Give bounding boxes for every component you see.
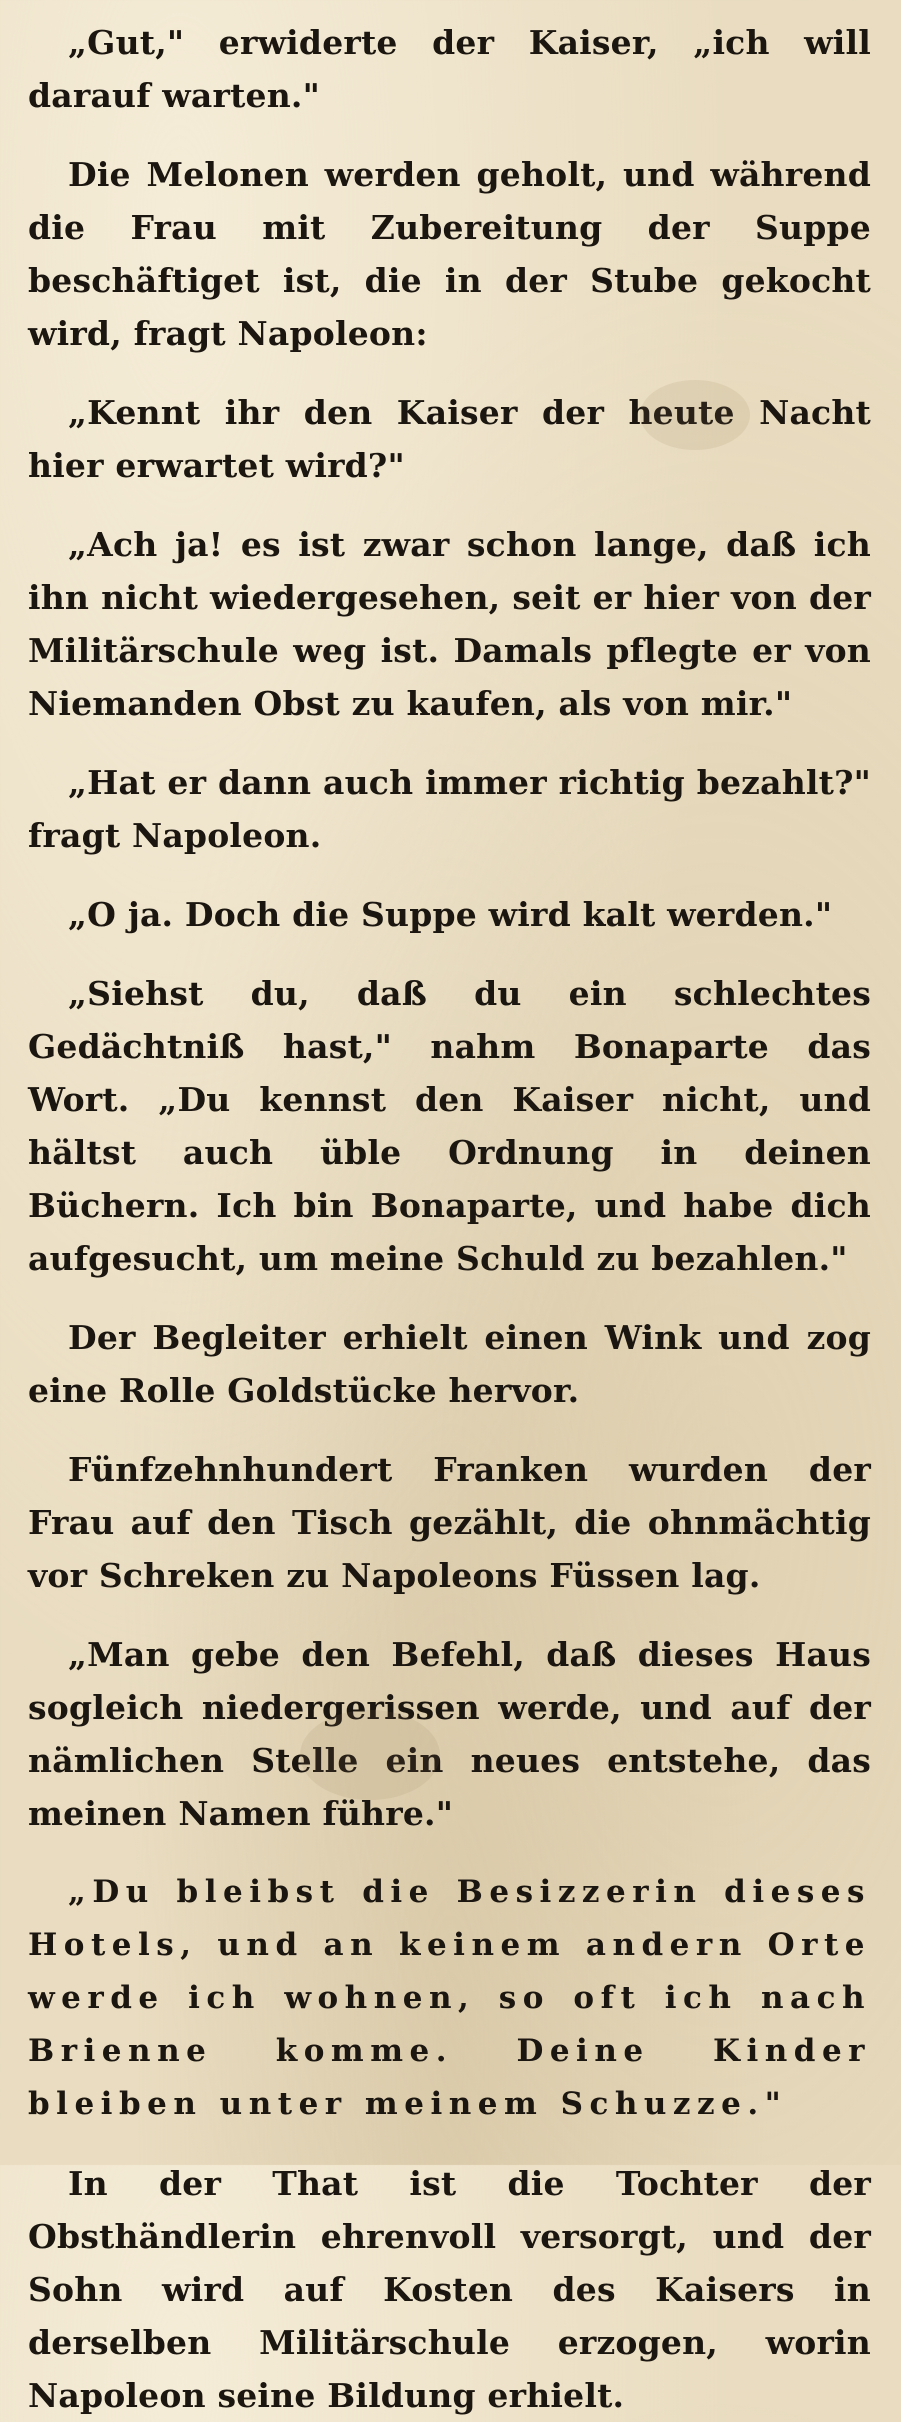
paragraph-10: „Man gebe den Befehl, daß dieses Haus sogleich niedergerissen werde, und auf der nämlichen Stelle ein neues entstehe, das meinen Namen führe." — [28, 1635, 871, 1833]
paragraph-8: Der Begleiter erhielt einen Wink und zog eine Rolle Goldstücke hervor. — [28, 1318, 871, 1410]
paragraph-12: In der That ist die Tochter der Obsthändlerin ehrenvoll versorgt, und der Sohn wird auf Kosten des Kaisers in derselben Militärschule erzogen, worin Napoleon seine Bildung erhielt. — [28, 2164, 871, 2415]
paragraph-1: „Gut," erwiderte der Kaiser, „ich will darauf warten." — [28, 23, 871, 115]
paragraph-11: „Du bleibst die Besizzerin dieses Hotels, und an keinem andern Orte werde ich wohnen, so oft ich nach Brienne komme. Deine Kinder bleiben unter meinem Schuzze." — [28, 1874, 871, 2122]
paragraph-2: Die Melonen werden geholt, und während die Frau mit Zubereitung der Suppe beschäftiget ist, die in der Stube gekocht wird, fragt Napoleon: — [28, 155, 871, 353]
paper-stain — [640, 380, 750, 450]
paragraph-3: „Kennt ihr den Kaiser der heute Nacht hier erwartet wird?" — [28, 393, 871, 485]
paper-stain — [300, 1710, 440, 1800]
paragraph-9: Fünfzehnhundert Franken wurden der Frau auf den Tisch gezählt, die ohnmächtig vor Schreken zu Napoleons Füssen lag. — [28, 1450, 871, 1595]
paragraph-4: „Ach ja! es ist zwar schon lange, daß ich ihn nicht wiedergesehen, seit er hier von der Militärschule weg ist. Damals pflegte er von Niemanden Obst zu kaufen, als von mir." — [28, 525, 871, 723]
paragraph-5: „Hat er dann auch immer richtig bezahlt?" fragt Napoleon. — [28, 763, 871, 855]
paragraph-7: „Siehst du, daß du ein schlechtes Gedächtniß hast," nahm Bonaparte das Wort. „Du kennst den Kaiser nicht, und hältst auch üble Ordnung in deinen Büchern. Ich bin Bonaparte, und habe dich aufgesucht, um meine Schuld zu bezahlen." — [28, 974, 871, 1278]
paragraph-6: „O ja. Doch die Suppe wird kalt werden." — [68, 895, 833, 934]
